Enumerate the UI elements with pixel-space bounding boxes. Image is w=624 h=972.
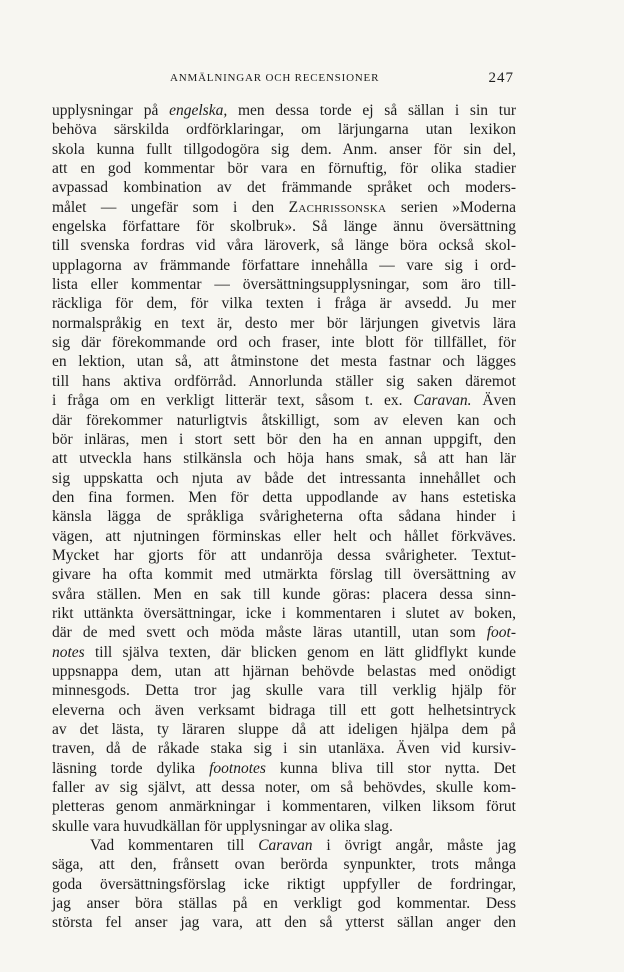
text-segment: räckliga för dem, för vilka texten i fråga är avsedd. Ju mer — [52, 295, 516, 313]
text-segment: vägen, att njutningen förminskas eller helt och hållet förkväves. — [52, 527, 516, 545]
text-segment: Vad kommentaren till — [90, 837, 259, 855]
italic-text: Caravan — [258, 837, 313, 855]
text-line — [52, 120, 516, 139]
text-line — [52, 797, 516, 816]
text-segment: goda översättningsförslag icke riktigt uppfyller de fordringar, — [52, 875, 516, 893]
text-line — [52, 391, 516, 410]
text-segment: givare ha ofta kommit med utmärkta förslag till översättning av — [52, 566, 516, 584]
text-line — [52, 836, 516, 855]
text-line — [52, 604, 516, 623]
text-line — [52, 565, 516, 584]
text-segment: känsla lägga de språkliga svårigheterna ofta sådana hinder i — [52, 508, 516, 526]
text-segment: jag anser böra ställas på en verkligt god kommentar. Dess — [52, 895, 516, 913]
text-segment: serien »Moderna — [386, 198, 516, 216]
text-segment: Även — [471, 392, 516, 410]
text-segment: faller av sig självt, att dessa noter, om så behövdes, skulle kom- — [52, 779, 516, 797]
text-line — [52, 314, 516, 333]
text-segment: eleverna och även verksamt bidraga till ett gott helhetsintryck — [52, 701, 516, 719]
italic-text: engelska, — [169, 102, 228, 119]
text-segment: normalspråkig en text är, desto mer bör lärjungen givetvis lära — [52, 314, 516, 332]
text-segment: kunna bliva till stor nytta. Det — [265, 759, 516, 777]
text-segment: upplysningar på — [52, 102, 170, 119]
text-segment: rikt uttänkta översättningar, icke i kommentaren i slutet av boken, — [52, 604, 516, 622]
text-line — [52, 411, 516, 430]
text-line — [52, 159, 516, 178]
text-segment: bör inläras, men i stort sett bör den ha en annan uppgift, den — [52, 430, 516, 448]
text-line — [52, 294, 516, 313]
text-segment: traven, då de råkade staka sig i sin utanläxa. Även vid kursiv- — [52, 740, 516, 758]
text-line — [52, 701, 516, 720]
text-segment: till själva texten, där blicken genom en lätt glidflykt kunde — [84, 643, 516, 661]
text-line — [52, 275, 516, 294]
text-line — [52, 875, 516, 894]
text-line — [52, 449, 516, 468]
text-line — [52, 140, 516, 159]
small-caps-text: Zachrissonska — [288, 198, 387, 216]
text-line — [52, 527, 516, 546]
text-segment: målet — ungefär som i den — [52, 198, 289, 216]
text-line — [52, 739, 516, 758]
text-line — [52, 352, 516, 371]
italic-text: notes — [52, 643, 85, 661]
text-segment: där de med svett och möda måste läras utantill, utan som — [52, 624, 487, 642]
text-line — [52, 855, 516, 874]
text-segment: men dessa torde ej så sällan i sin tur — [227, 102, 516, 119]
italic-text: footnotes — [209, 759, 266, 777]
text-segment: en lektion, utan så, att åtminstone det mesta fastnar och lägges — [52, 353, 516, 371]
text-line — [52, 101, 516, 120]
text-segment: säga, att den, frånsett ovan berörda synpunkter, trots många — [52, 856, 516, 874]
text-line — [52, 256, 516, 275]
text-segment: sig uppskatta och njuta av både det intressanta innehållet och — [52, 469, 516, 487]
text-segment: engelska författare för skolbruk». Så länge ännu översättning — [52, 218, 516, 236]
text-line — [52, 178, 516, 197]
text-segment: behöva särskilda ordförklaringar, om lärjungarna utan lexikon — [52, 121, 516, 139]
text-segment: minnesgods. Detta tror jag skulle vara till verklig hjälp för — [52, 682, 516, 700]
text-segment: upplagorna av främmande författare innehålla — vare sig i ord- — [52, 256, 516, 274]
text-segment: svåra ställen. Men en sak till kunde göras: placera dessa sinn- — [52, 585, 516, 603]
text-line — [52, 469, 516, 488]
italic-text: foot- — [486, 624, 516, 642]
text-segment: att utveckla hans stilkänsla och höja hans smak, så att han lär — [52, 450, 516, 468]
text-segment: i fråga om en verkligt litterär text, såsom t. ex. — [52, 392, 414, 410]
text-line — [52, 913, 516, 932]
text-segment: den fina formen. Men för detta uppodlande av hans estetiska — [52, 488, 516, 506]
running-head: ANMÄLNINGAR OCH RECENSIONER — [170, 72, 380, 84]
text-line — [52, 333, 516, 352]
text-line — [52, 817, 516, 836]
text-segment: av det lästa, ty läraren sluppe då att ideligen hjälpa dem på — [52, 721, 516, 738]
text-line — [52, 488, 516, 507]
text-segment: skola kunna fullt tillgodogöra sig dem. Anm. anser för sin del, — [52, 140, 516, 158]
text-line — [52, 643, 516, 662]
page-number: 247 — [488, 70, 514, 86]
text-line — [52, 662, 516, 681]
body-text — [52, 101, 516, 933]
text-segment: sig där förekommande ord och fraser, inte blott för tillfället, för — [52, 334, 516, 352]
text-segment: till hans aktiva ordförråd. Annorlunda ställer sig saken däremot — [52, 372, 516, 390]
text-segment: till svenska fordras vid våra läroverk, så länge böra också skol- — [52, 237, 516, 255]
text-line — [52, 372, 516, 391]
text-line — [52, 546, 516, 565]
text-segment: i övrigt angår, måste jag — [312, 837, 516, 855]
text-line — [52, 430, 516, 449]
page-header — [52, 70, 514, 92]
text-line — [52, 585, 516, 604]
text-line — [52, 623, 516, 642]
text-line — [52, 507, 516, 526]
text-line — [52, 198, 516, 217]
text-line — [52, 217, 516, 236]
text-segment: avpassad kombination av det främmande språket och moders- — [52, 179, 516, 197]
text-line — [52, 720, 516, 739]
text-segment: skulle vara huvudkällan för upplysningar av olika slag. — [52, 817, 393, 835]
text-line — [52, 778, 516, 797]
text-segment: läsning torde dylika — [52, 759, 210, 777]
text-segment: uppsnappa dem, utan att hjärnan behövde belastas med onödigt — [52, 662, 516, 680]
text-segment: Mycket har gjorts för att undanröja dessa svårigheter. Textut- — [52, 546, 516, 564]
text-segment: största fel anser jag vara, att den så ytterst sällan anger den — [52, 914, 516, 932]
text-segment: lista eller kommentar — översättningsupplysningar, som äro till- — [52, 276, 516, 294]
text-line — [52, 236, 516, 255]
text-segment: att en god kommentar bör vara en förnuftig, för olika stadier — [52, 160, 516, 178]
text-segment: pletteras genom anmärkningar i kommentaren, vilken liksom förut — [52, 798, 516, 816]
italic-text: Caravan. — [413, 392, 472, 410]
text-line — [52, 681, 516, 700]
text-line — [52, 759, 516, 778]
text-line — [52, 894, 516, 913]
text-segment: där förekommer naturligtvis åtskilligt, som av eleven kan och — [52, 411, 516, 429]
